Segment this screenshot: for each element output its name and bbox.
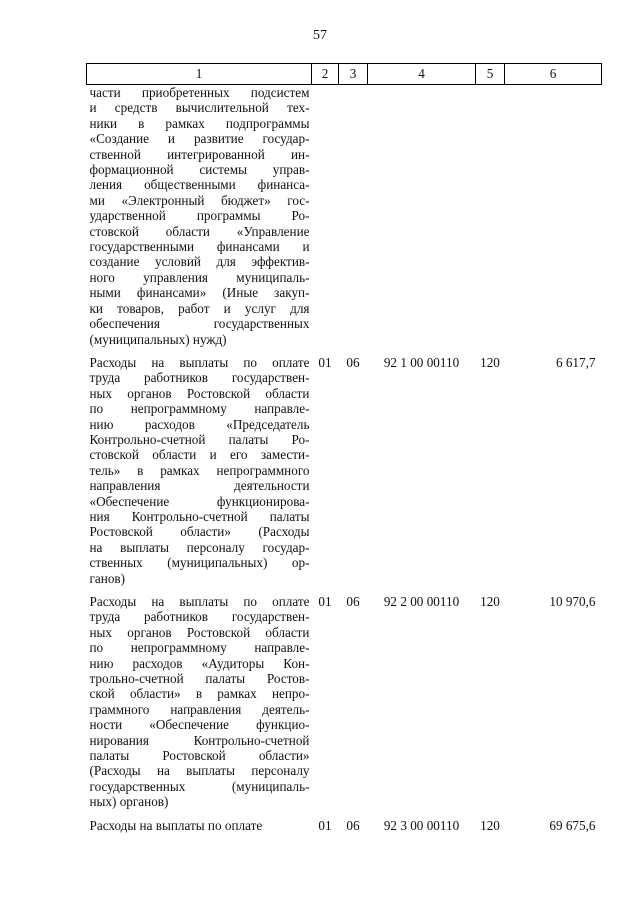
target-article-code: 92 3 00 00110: [383, 817, 460, 833]
expense-type-code: 120: [480, 354, 500, 370]
row-gap: [87, 586, 602, 594]
expense-description: [87, 594, 312, 810]
expense-description: [87, 355, 312, 586]
row-gap-cell: [87, 810, 602, 818]
row-gap: [87, 347, 602, 355]
expense-type-code: 120: [480, 817, 500, 833]
description-line: палаты Ростовской области»: [89, 748, 310, 764]
table-header: [87, 64, 602, 85]
header-col-3: 3: [339, 64, 368, 85]
description-line: Контрольно-счетной палаты Ро-: [89, 431, 310, 447]
description-line: ных органов Ростовской области: [89, 624, 310, 640]
header-col-5: 5: [476, 64, 505, 85]
expense-description: [87, 85, 312, 347]
description-line: трольно-счетной палаты Ростов-: [89, 671, 310, 687]
description-line: государственных (муниципаль-: [89, 778, 310, 794]
description-line: нирования Контрольно-счетной: [89, 732, 310, 748]
description-line: создание условий для эффектив-: [89, 254, 310, 270]
description-line: ки товаров, работ и услуг для: [89, 300, 310, 316]
section-code: 01: [318, 594, 332, 609]
description-line: ными финансами» (Иные закуп-: [89, 285, 310, 301]
description-line: ственных (муниципальных) ор-: [89, 555, 310, 571]
amount-value: 69 675,6: [549, 817, 596, 833]
description-line: «Создание и развитие государ-: [89, 131, 310, 147]
row-gap: [87, 810, 602, 818]
header-col-1: 1: [87, 64, 312, 85]
description-line: (Расходы на выплаты персоналу: [89, 763, 310, 779]
description-line: Расходы на выплаты по оплате: [89, 354, 310, 370]
page-number: 57: [313, 28, 327, 43]
subsection-code: 06: [346, 354, 360, 370]
table-body: [87, 85, 602, 834]
description-line: ганов): [89, 570, 126, 586]
amount-value: 10 970,6: [549, 594, 596, 609]
description-line: ми «Электронный бюджет» гос-: [89, 192, 310, 208]
description-line: ской области» в рамках непро-: [89, 686, 310, 702]
description-line: части приобретенных подсистем: [89, 85, 310, 100]
description-line: направления деятельности: [89, 478, 310, 494]
description-line: ственной интегрированной ин-: [89, 146, 310, 162]
expense-type-code: 120: [480, 594, 500, 609]
table-row: [87, 818, 602, 833]
description-line: по непрограммному направле-: [89, 640, 310, 656]
description-line: нию расходов «Аудиторы Кон-: [89, 655, 310, 671]
description-line: ных органов Ростовской области: [89, 385, 310, 401]
table-row: [87, 355, 602, 586]
subsection-code: 06: [346, 817, 360, 833]
section-code: [312, 85, 339, 347]
description-line: труда работников государствен-: [89, 370, 310, 386]
header-col-2: 2: [312, 64, 339, 85]
table-row: [87, 85, 602, 347]
target-article-code: 92 1 00 00110: [383, 354, 460, 370]
header-row: [87, 64, 602, 85]
row-gap-cell: [87, 586, 602, 594]
table-row: [87, 594, 602, 810]
description-line: и средств вычислительной тех-: [89, 100, 310, 116]
description-line: (муниципальных) нужд): [89, 331, 227, 347]
row-gap-cell: [87, 347, 602, 355]
header-col-4: 4: [368, 64, 476, 85]
description-line: формационной системы управ-: [89, 162, 310, 178]
description-line: ния Контрольно-счетной палаты: [89, 508, 310, 524]
description-line: труда работников государствен-: [89, 609, 310, 625]
description-line: нию расходов «Председатель: [89, 416, 310, 432]
description-line: тель» в рамках непрограммного: [89, 462, 310, 478]
description-line: ных) органов): [89, 794, 169, 810]
expense-type-code: [476, 85, 505, 347]
description-line: ударственной программы Ро-: [89, 208, 310, 224]
subsection-code: [339, 85, 368, 347]
description-line: по непрограммному направле-: [89, 401, 310, 417]
description-line: ления общественными финанса-: [89, 177, 310, 193]
description-line: ного управления муниципаль-: [89, 269, 310, 285]
target-article-code: 92 2 00 00110: [383, 594, 460, 609]
description-line: стовской области и его замести-: [89, 447, 310, 463]
description-line: Ростовской области» (Расходы: [89, 524, 310, 540]
section-code: 01: [318, 817, 332, 833]
description-line: Расходы на выплаты по оплате: [89, 817, 263, 833]
description-line: граммного направления деятель-: [89, 701, 310, 717]
subsection-code: 06: [346, 594, 360, 609]
expense-description: [87, 818, 312, 833]
amount-value: [505, 85, 602, 347]
description-line: «Обеспечение функционирова-: [89, 493, 310, 509]
description-line: Расходы на выплаты по оплате: [89, 594, 310, 609]
amount-value: 6 617,7: [555, 354, 596, 370]
section-code: 01: [318, 354, 332, 370]
target-article-code: [368, 85, 476, 347]
description-line: ники в рамках подпрограммы: [89, 115, 310, 131]
description-line: государственными финансами и: [89, 239, 310, 255]
description-line: обеспечения государственных: [89, 316, 310, 332]
description-line: на выплаты персоналу государ-: [89, 539, 310, 555]
description-line: стовской области «Управление: [89, 223, 310, 239]
budget-table: [86, 63, 602, 833]
header-col-6: 6: [505, 64, 602, 85]
description-line: ности «Обеспечение функцио-: [89, 717, 310, 733]
